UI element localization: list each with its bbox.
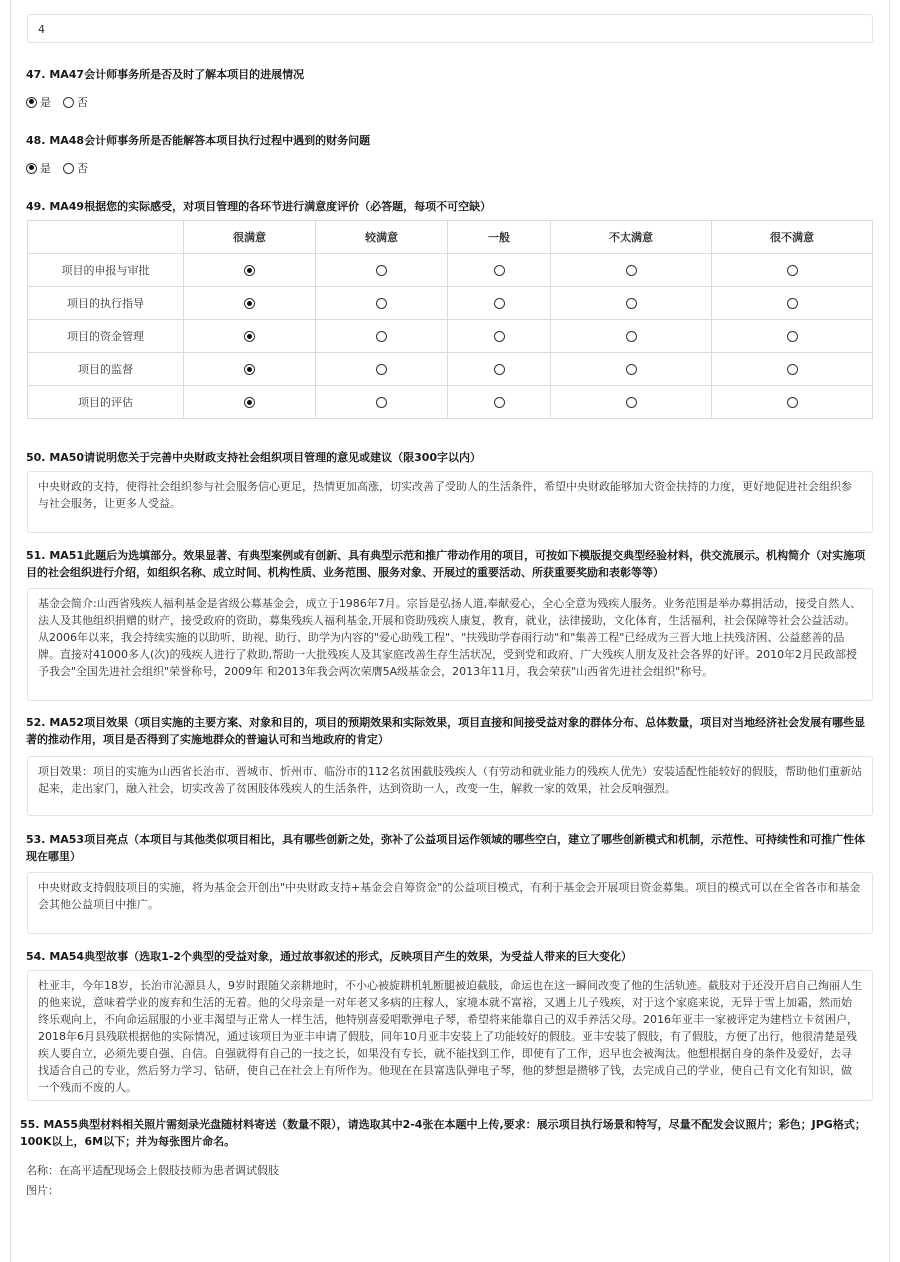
matrix-cell xyxy=(712,386,873,419)
radio-icon[interactable] xyxy=(626,298,637,309)
matrix-cell xyxy=(551,320,712,353)
q46-answer-box[interactable] xyxy=(27,14,873,43)
matrix-column-header: 一般 xyxy=(448,221,551,254)
q51-title: 51. MA51此题后为选填部分。效果显著、有典型案例或有创新、具有典型示范和推广带动作用的项目，可按如下模版提交典型经验材料，供交流展示。机构简介（对实施项目的社会组织进行介绍，如组织名称、成立时间、机构性质、业务范围、服务对象、开展过的重要活动、所获重要奖励和表彰等等） xyxy=(26,549,866,579)
q54-title: 54. MA54典型故事（选取1-2个典型的受益对象，通过故事叙述的形式，反映项目产生的效果，为受益人带来的巨大变化） xyxy=(26,950,632,963)
q49-satisfaction-matrix xyxy=(27,220,873,419)
q54-answer-text: 杜亚丰，今年18岁，长治市沁源县人，9岁时跟随父亲耕地时，不小心被旋耕机轧断腿被迫截肢，命运也在这一瞬间改变了他的生活轨迹。截肢对于还没开启自己绚丽人生的他来说，意味着学业的废弃和生活的无着。他的父母亲是一对年老又多病的庄稼人，家境本就不富裕，又遇上儿子残疾，对于这个家庭来说，无异于雪上加霜，然而始终乐观向上，不向命运屈服的小亚丰渴望与正常人一样生活，他特别喜爱唱歌弹电子琴，希望将来能靠自己的双手养活父母。2016年亚丰一家被评定为建档立卡贫困户，2018年6月县残联根据他的实际情况，通过该项目为亚丰申请了假肢，同年10月亚丰安装上了功能较好的假肢。亚丰安装了假肢，有了假肢，方便了出行，他很清楚是残疾人要自立，必须先要自强、自信。自强就得有自己的一技之长，如果没有专长，就不能找到工作，即使有了工作，迟早也会被淘汰。他想根据自身的条件及爱好，去寻找适合自己的专业，然后努力学习、钻研，使自己在社会上有所作为。他现在在县富选队弹电子琴，他的梦想是攒够了钱，去完成自己的学业，使自己有文化有知识，做一个残而不废的人。 xyxy=(38,979,862,1094)
q53-answer-text: 中央财政支持假肢项目的实施，将为基金会开创出"中央财政支持+基金会自筹资金"的公益项目模式，有利于基金会开展项目资金募集。项目的模式可以在全省各市和基金会其他公益项目中推广。 xyxy=(38,881,861,911)
matrix-cell xyxy=(448,353,551,386)
radio-icon[interactable] xyxy=(494,364,505,375)
q47-option-no[interactable] xyxy=(63,94,88,110)
matrix-cell xyxy=(184,353,316,386)
q53-answer-box[interactable] xyxy=(27,872,873,934)
radio-icon[interactable] xyxy=(63,163,74,174)
matrix-column-header: 很不满意 xyxy=(712,221,873,254)
matrix-column-header: 很满意 xyxy=(184,221,316,254)
q49-title: 49. MA49根据您的实际感受，对项目管理的各环节进行满意度评价（必答题，每项不可空缺） xyxy=(26,200,492,213)
matrix-cell xyxy=(184,320,316,353)
radio-icon[interactable] xyxy=(494,298,505,309)
matrix-cell xyxy=(316,353,448,386)
matrix-corner-cell xyxy=(28,221,184,254)
radio-icon[interactable] xyxy=(494,265,505,276)
matrix-row-label: 项目的申报与审批 xyxy=(28,254,184,287)
q47-title: 47. MA47会计师事务所是否及时了解本项目的进展情况 xyxy=(26,68,305,81)
matrix-cell xyxy=(316,287,448,320)
matrix-row xyxy=(28,254,873,287)
matrix-row xyxy=(28,386,873,419)
q48-option-no-label: 否 xyxy=(77,162,88,175)
radio-icon[interactable] xyxy=(787,265,798,276)
radio-icon[interactable] xyxy=(494,331,505,342)
q53-title: 53. MA53项目亮点（本项目与其他类似项目相比，具有哪些创新之处，弥补了公益项目运作领域的哪些空白，建立了哪些创新模式和机制，示范性、可持续性和可推广性体现在哪里） xyxy=(26,833,866,863)
matrix-cell xyxy=(551,287,712,320)
q52-answer-text: 项目效果：项目的实施为山西省长治市、晋城市、忻州市、临汾市的112名贫困截肢残疾人（有劳动和就业能力的残疾人优先）安装适配性能较好的假肢，帮助他们重新站起来，走出家门，融入社会，切实改善了贫困肢体残疾人的生活条件，达到资助一人，改变一生，解救一家的效果，社会反响强烈。 xyxy=(38,765,862,795)
radio-selected-icon[interactable] xyxy=(26,97,37,108)
matrix-cell xyxy=(712,353,873,386)
matrix-row xyxy=(28,353,873,386)
radio-icon[interactable] xyxy=(787,364,798,375)
q50-title: 50. MA50请说明您关于完善中央财政支持社会组织项目管理的意见或建议（限300字以内） xyxy=(26,451,482,464)
radio-icon[interactable] xyxy=(63,97,74,108)
matrix-cell xyxy=(551,353,712,386)
matrix-cell xyxy=(712,320,873,353)
q52-title: 52. MA52项目效果（项目实施的主要方案、对象和目的，项目的预期效果和实际效果，项目直接和间接受益对象的群体分布、总体数量，项目对当地经济社会发展有哪些显著的推动作用，项目是否得到了实施地群众的普遍认可和当地政府的肯定） xyxy=(26,716,866,746)
q50-answer-text: 中央财政的支持，使得社会组织参与社会服务信心更足，热情更加高涨，切实改善了受助人的生活条件，希望中央财政能够加大资金扶持的力度，更好地促进社会组织参与社会服务，让更多人受益。 xyxy=(38,480,852,510)
radio-icon[interactable] xyxy=(626,331,637,342)
q48-option-yes-label: 是 xyxy=(40,162,51,175)
matrix-cell xyxy=(184,386,316,419)
q47-option-no-label: 否 xyxy=(77,96,88,109)
matrix-cell xyxy=(316,386,448,419)
q46-answer-text: 4 xyxy=(38,23,45,36)
q47-option-yes-label: 是 xyxy=(40,96,51,109)
radio-icon[interactable] xyxy=(376,265,387,276)
matrix-cell xyxy=(712,254,873,287)
matrix-row-label: 项目的评估 xyxy=(28,386,184,419)
q52-answer-box[interactable] xyxy=(27,756,873,816)
radio-selected-icon[interactable] xyxy=(244,265,255,276)
q48-options xyxy=(26,160,96,176)
radio-icon[interactable] xyxy=(626,265,637,276)
q50-answer-box[interactable] xyxy=(27,471,873,533)
radio-icon[interactable] xyxy=(376,364,387,375)
q54-answer-box[interactable] xyxy=(27,970,873,1101)
matrix-cell xyxy=(184,254,316,287)
matrix-cell xyxy=(448,320,551,353)
q55-image-label: 图片： xyxy=(26,1184,59,1197)
radio-icon[interactable] xyxy=(787,298,798,309)
radio-selected-icon[interactable] xyxy=(244,298,255,309)
matrix-row-label: 项目的资金管理 xyxy=(28,320,184,353)
radio-selected-icon[interactable] xyxy=(26,163,37,174)
radio-icon[interactable] xyxy=(787,331,798,342)
matrix-row-label: 项目的执行指导 xyxy=(28,287,184,320)
radio-icon[interactable] xyxy=(494,397,505,408)
q51-answer-box[interactable] xyxy=(27,588,873,701)
q55-title: 55. MA55典型材料相关照片需刻录光盘随材料寄送（数量不限），请选取其中2-4张在本题中上传,要求：展示项目执行场景和特写，尽量不配发会议照片；彩色；JPG格式；100K以上，6M以下；并为每张图片命名。 xyxy=(20,1118,866,1148)
radio-selected-icon[interactable] xyxy=(244,397,255,408)
q55-image-name: 名称：在高平适配现场会上假肢技师为患者调试假肢 xyxy=(26,1164,279,1177)
radio-icon[interactable] xyxy=(626,397,637,408)
matrix-cell xyxy=(184,287,316,320)
matrix-cell xyxy=(448,287,551,320)
radio-selected-icon[interactable] xyxy=(244,364,255,375)
matrix-cell xyxy=(316,254,448,287)
matrix-cell xyxy=(551,254,712,287)
radio-icon[interactable] xyxy=(376,331,387,342)
matrix-column-header: 不太满意 xyxy=(551,221,712,254)
q51-answer-text: 基金会简介:山西省残疾人福利基金是省级公募基金会，成立于1986年7月。宗旨是弘扬人道,奉献爱心，全心全意为残疾人服务。业务范围是举办募捐活动，接受自然人、法人及其他组织捐赠的财产，接受政府的资助，募集残疾人福利基金,开展和资助残疾人康复，教育，就业，法律援助，文化体育，生活福利，社会保障等社会公益活动。从2006年以来，我会持续实施的以助听、助视、助行、助学为内容的"爱心助残工程"、"扶残助学春雨行动"和"集善工程"已经成为三晋大地上扶残济困、公益慈善的品牌。直接对41000多人(次)的残疾人进行了救助,帮助一大批残疾人及其家庭改善生存生活状况，受到党和政府、广大残疾人朋友及社会各界的好评。2010年2月民政部授予我会"全国先进社会组织"荣誉称号，2009年 和2013年我会两次荣膺5A级基金会，2013年11月，我会荣获"山西省先进社会组织"称号。 xyxy=(38,597,862,678)
matrix-row xyxy=(28,320,873,353)
matrix-cell xyxy=(448,254,551,287)
matrix-cell xyxy=(551,386,712,419)
radio-selected-icon[interactable] xyxy=(244,331,255,342)
q47-options xyxy=(26,94,96,110)
matrix-cell xyxy=(712,287,873,320)
q48-option-no[interactable] xyxy=(63,160,88,176)
q48-title: 48. MA48会计师事务所是否能解答本项目执行过程中遇到的财务问题 xyxy=(26,134,371,147)
matrix-cell xyxy=(316,320,448,353)
matrix-header-row xyxy=(28,221,873,254)
matrix-column-header: 较满意 xyxy=(316,221,448,254)
radio-icon[interactable] xyxy=(376,298,387,309)
matrix-row-label: 项目的监督 xyxy=(28,353,184,386)
radio-icon[interactable] xyxy=(626,364,637,375)
q47-option-yes[interactable] xyxy=(26,94,51,110)
radio-icon[interactable] xyxy=(376,397,387,408)
radio-icon[interactable] xyxy=(787,397,798,408)
matrix-row xyxy=(28,287,873,320)
matrix-cell xyxy=(448,386,551,419)
q48-option-yes[interactable] xyxy=(26,160,51,176)
